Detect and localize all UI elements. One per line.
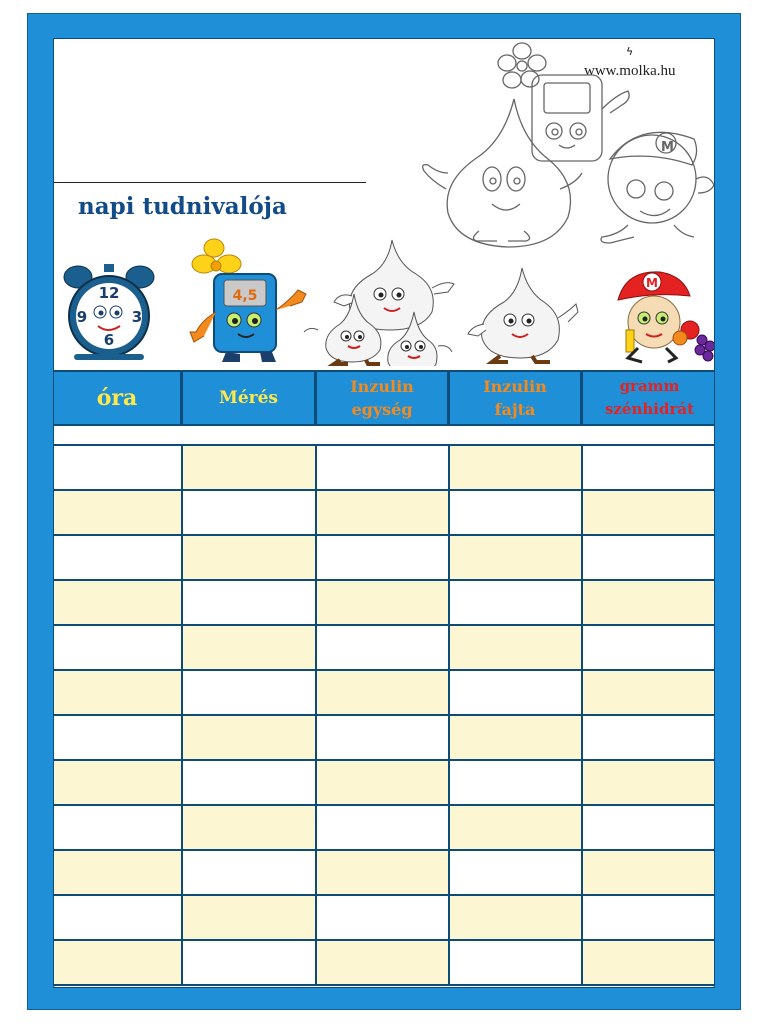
table-cell[interactable] [583,536,715,579]
table-cell[interactable] [317,491,450,534]
table-cell[interactable] [183,716,317,759]
table-cell[interactable] [54,446,183,489]
log-table [54,426,715,986]
table-cell[interactable] [583,716,715,759]
table-cell[interactable] [450,851,583,894]
table-row [54,941,715,986]
header-insulin-type: Inzulin fajta [450,372,583,424]
table-row [54,536,715,581]
table-cell[interactable] [450,491,583,534]
table-cell[interactable] [183,536,317,579]
table-row [54,806,715,851]
table-cell[interactable] [450,446,583,489]
table-cell[interactable] [183,896,317,939]
table-row [54,626,715,671]
table-cell[interactable] [317,761,450,804]
svg-text:4,5: 4,5 [232,288,258,304]
table-cell[interactable] [54,491,183,534]
table-cell[interactable] [583,581,715,624]
svg-text:6: 6 [103,331,115,349]
table-cell[interactable] [583,626,715,669]
table-cell[interactable] [317,671,450,714]
table-cell[interactable] [583,806,715,849]
table-cell[interactable] [317,581,450,624]
worksheet [53,38,715,988]
table-cell[interactable] [450,626,583,669]
ball-outline-icon [601,132,714,243]
table-cell[interactable] [54,581,183,624]
table-cell[interactable] [183,626,317,669]
cap-character-icon [618,272,715,362]
table-row [54,761,715,806]
garlic-family-icon [304,240,454,366]
table-row [54,671,715,716]
table-cell[interactable] [54,896,183,939]
meter-outline-icon [532,75,629,161]
table-cell[interactable] [54,536,183,579]
table-row [54,491,715,536]
svg-text:12: 12 [98,284,120,302]
site-url[interactable]: www.molka.hu [584,63,676,79]
table-cell[interactable] [450,716,583,759]
header-insulin-units: Inzulin egység [317,372,450,424]
header-carbohydrate-grams: gramm szénhidrát [604,377,695,418]
table-cell[interactable] [317,626,450,669]
table-cell[interactable] [183,761,317,804]
table-cell[interactable] [450,761,583,804]
table-cell[interactable] [583,941,715,984]
table-row [54,716,715,761]
table-cell[interactable] [450,581,583,624]
table-cell[interactable] [54,761,183,804]
glucose-meter-icon [190,239,306,362]
table-cell[interactable] [183,851,317,894]
svg-text:3: 3 [131,308,143,326]
svg-text:9: 9 [76,308,88,326]
table-row [54,851,715,896]
table-cell[interactable] [317,536,450,579]
alarm-clock-icon [64,264,154,360]
svg-text:M: M [646,276,658,290]
table-cell[interactable] [183,446,317,489]
flower-outline-icon [498,43,546,88]
table-cell[interactable] [183,806,317,849]
table-cell[interactable] [450,806,583,849]
table-cell[interactable] [54,671,183,714]
table-cell[interactable] [183,491,317,534]
table-cell[interactable] [583,851,715,894]
table-cell[interactable] [183,941,317,984]
table-cell[interactable] [450,536,583,579]
table-cell[interactable] [583,671,715,714]
page-title: napi tudnivalója [78,193,287,220]
garlic-character-icon [468,268,578,362]
table-cell[interactable] [450,896,583,939]
table-cell[interactable] [317,896,450,939]
header-time: óra [54,372,183,424]
table-row [54,446,715,491]
table-cell[interactable] [183,581,317,624]
table-cell[interactable] [583,446,715,489]
table-cell[interactable] [450,941,583,984]
table-row [54,896,715,941]
table-cell[interactable] [54,806,183,849]
table-cell[interactable] [317,446,450,489]
table-cell[interactable] [183,671,317,714]
table-cell[interactable] [583,761,715,804]
table-cell[interactable] [54,626,183,669]
table-cell[interactable] [583,896,715,939]
name-line [54,182,366,183]
table-row [54,581,715,626]
garlic-outline-icon [423,99,582,247]
outline-characters-illustration [384,39,715,251]
table-spacer [54,426,715,446]
table-cell[interactable] [54,941,183,984]
table-cell[interactable] [54,851,183,894]
lightning-icon: ϟ [626,45,634,58]
header-measurement: Mérés [183,372,317,424]
table-cell[interactable] [317,941,450,984]
svg-text:M: M [661,140,674,155]
colored-characters-illustration [54,234,715,366]
table-cell[interactable] [317,851,450,894]
table-header [54,370,715,426]
table-cell[interactable] [317,716,450,759]
table-cell[interactable] [317,806,450,849]
table-cell[interactable] [450,671,583,714]
table-cell[interactable] [54,716,183,759]
table-cell[interactable] [583,491,715,534]
